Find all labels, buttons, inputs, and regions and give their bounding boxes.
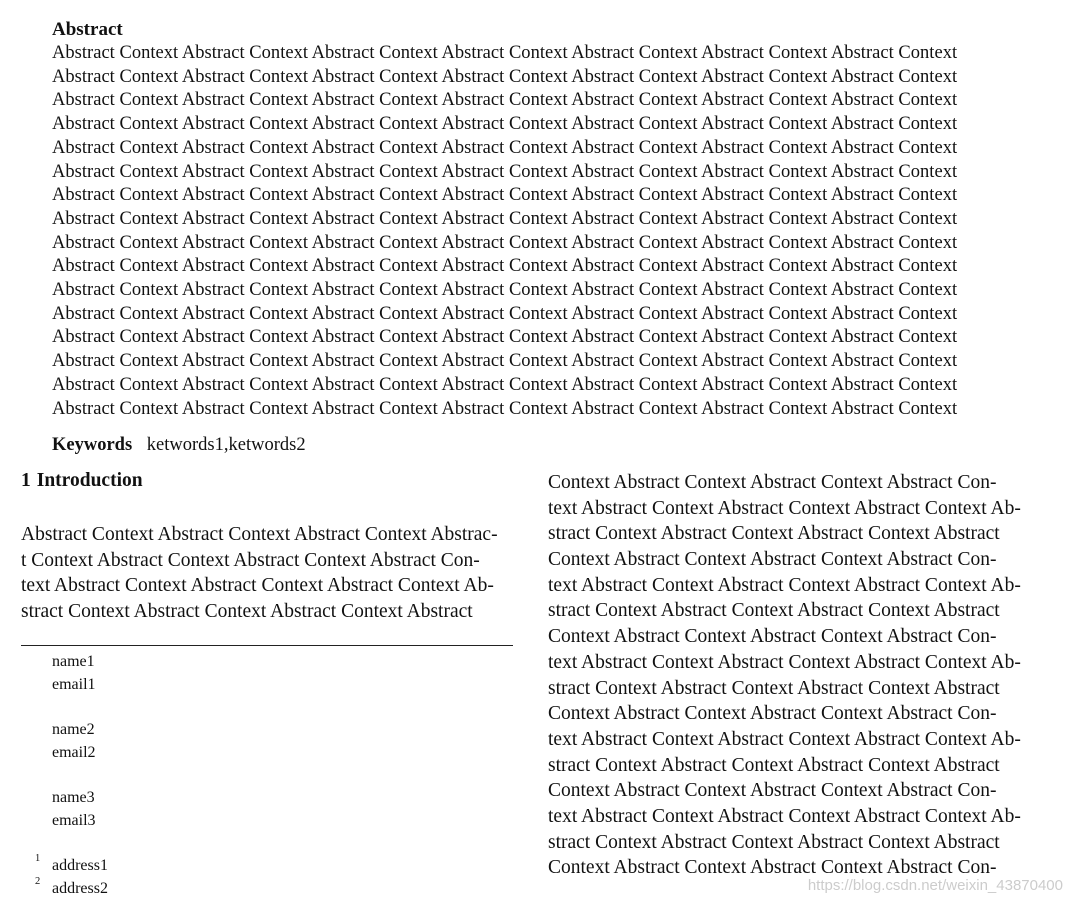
author-name: name1 bbox=[52, 653, 95, 670]
footnotes bbox=[21, 650, 513, 900]
address-text: address2 bbox=[52, 880, 108, 897]
address-footnote bbox=[21, 854, 513, 877]
abstract-heading: Abstract bbox=[52, 19, 123, 40]
abstract-line: Abstract Context Abstract Context Abstract Context Abstract Context Abstract Context Abstract Context Abstract Context bbox=[52, 137, 958, 158]
author-footnote bbox=[21, 650, 513, 696]
abstract-line: Abstract Context Abstract Context Abstract Context Abstract Context Abstract Context Abstract Context Abstract Context bbox=[52, 208, 958, 229]
abstract-line: Abstract Context Abstract Context Abstract Context Abstract Context Abstract Context Abstract Context Abstract Context bbox=[52, 43, 958, 63]
author-footnote bbox=[21, 786, 513, 832]
author-footnote bbox=[21, 718, 513, 764]
abstract-line: Abstract Context Abstract Context Abstract Context Abstract Context Abstract Context Abstract Context Abstract Context bbox=[52, 185, 958, 206]
section-title: Introduction bbox=[36, 470, 143, 491]
abstract-body bbox=[52, 42, 1032, 421]
body-line: text Abstract Context Abstract Context Abstract Context Ab- bbox=[21, 575, 494, 597]
keywords-label: Keywords bbox=[52, 435, 133, 455]
section-number: 1 bbox=[21, 470, 31, 491]
address-footnote bbox=[21, 877, 513, 900]
abstract-line: Abstract Context Abstract Context Abstract Context Abstract Context Abstract Context Abstract Context Abstract Context bbox=[52, 161, 958, 182]
footnote-mark: 2 bbox=[35, 876, 41, 887]
body-line: Context Abstract Context Abstract Context Abstract Con- bbox=[548, 857, 997, 879]
body-line: stract Context Abstract Context Abstract Context Abstract bbox=[548, 600, 1000, 622]
abstract-line: Abstract Context Abstract Context Abstract Context Abstract Context Abstract Context Abstract Context Abstract Context bbox=[52, 90, 958, 111]
abstract-line: Abstract Context Abstract Context Abstract Context Abstract Context Abstract Context Abstract Context Abstract Context bbox=[52, 303, 958, 324]
footnote-mark: 1 bbox=[35, 853, 41, 864]
body-line: Context Abstract Context Abstract Context Abstract Con- bbox=[548, 472, 997, 493]
address-text: address1 bbox=[52, 857, 108, 874]
body-line: text Abstract Context Abstract Context Abstract Context Ab- bbox=[548, 651, 1021, 673]
author-name: name2 bbox=[52, 721, 95, 738]
author-email: email3 bbox=[52, 812, 96, 829]
body-line: Context Abstract Context Abstract Context Abstract Con- bbox=[548, 549, 997, 571]
abstract-line: Abstract Context Abstract Context Abstract Context Abstract Context Abstract Context Abstract Context Abstract Context bbox=[52, 351, 958, 372]
body-line: Abstract Context Abstract Context Abstract Context Abstrac- bbox=[21, 524, 498, 545]
author-name: name3 bbox=[52, 789, 95, 806]
body-line: text Abstract Context Abstract Context Abstract Context Ab- bbox=[548, 497, 1021, 519]
footnote-rule bbox=[21, 645, 513, 646]
introduction-right-column bbox=[548, 470, 1040, 881]
body-line: stract Context Abstract Context Abstract Context Abstract bbox=[548, 677, 1000, 699]
abstract-line: Abstract Context Abstract Context Abstract Context Abstract Context Abstract Context Abstract Context Abstract Context bbox=[52, 327, 958, 348]
abstract-line: Abstract Context Abstract Context Abstract Context Abstract Context Abstract Context Abstract Context Abstract Context bbox=[52, 398, 958, 419]
body-line: stract Context Abstract Context Abstract Context Abstract bbox=[548, 754, 1000, 776]
author-email: email1 bbox=[52, 676, 96, 693]
introduction-heading bbox=[21, 470, 143, 492]
watermark: https://blog.csdn.net/weixin_43870400 bbox=[807, 877, 1063, 894]
keywords-value: ketwords1,ketwords2 bbox=[146, 435, 306, 455]
keywords bbox=[52, 434, 306, 456]
abstract-line: Abstract Context Abstract Context Abstract Context Abstract Context Abstract Context Abstract Context Abstract Context bbox=[52, 280, 958, 301]
body-line: Context Abstract Context Abstract Context Abstract Con- bbox=[548, 626, 997, 648]
body-line: Context Abstract Context Abstract Context Abstract Con- bbox=[548, 780, 997, 802]
abstract-line: Abstract Context Abstract Context Abstract Context Abstract Context Abstract Context Abstract Context Abstract Context bbox=[52, 256, 958, 277]
body-line: stract Context Abstract Context Abstract Context Abstract bbox=[548, 523, 1000, 545]
body-line: stract Context Abstract Context Abstract Context Abstract bbox=[21, 601, 473, 623]
body-line: Context Abstract Context Abstract Context Abstract Con- bbox=[548, 703, 997, 725]
body-line: text Abstract Context Abstract Context Abstract Context Ab- bbox=[548, 574, 1021, 596]
body-line: stract Context Abstract Context Abstract Context Abstract bbox=[548, 831, 1000, 853]
body-line: text Abstract Context Abstract Context Abstract Context Ab- bbox=[548, 728, 1021, 750]
abstract-line: Abstract Context Abstract Context Abstract Context Abstract Context Abstract Context Abstract Context Abstract Context bbox=[52, 232, 958, 253]
introduction-left-column bbox=[21, 522, 513, 625]
abstract-line: Abstract Context Abstract Context Abstract Context Abstract Context Abstract Context Abstract Context Abstract Context bbox=[52, 114, 958, 135]
author-email: email2 bbox=[52, 744, 96, 761]
body-line: text Abstract Context Abstract Context Abstract Context Ab- bbox=[548, 805, 1021, 827]
abstract-line: Abstract Context Abstract Context Abstract Context Abstract Context Abstract Context Abstract Context Abstract Context bbox=[52, 66, 958, 87]
body-line: t Context Abstract Context Abstract Context Abstract Con- bbox=[21, 549, 480, 571]
abstract-line: Abstract Context Abstract Context Abstract Context Abstract Context Abstract Context Abstract Context Abstract Context bbox=[52, 374, 958, 395]
